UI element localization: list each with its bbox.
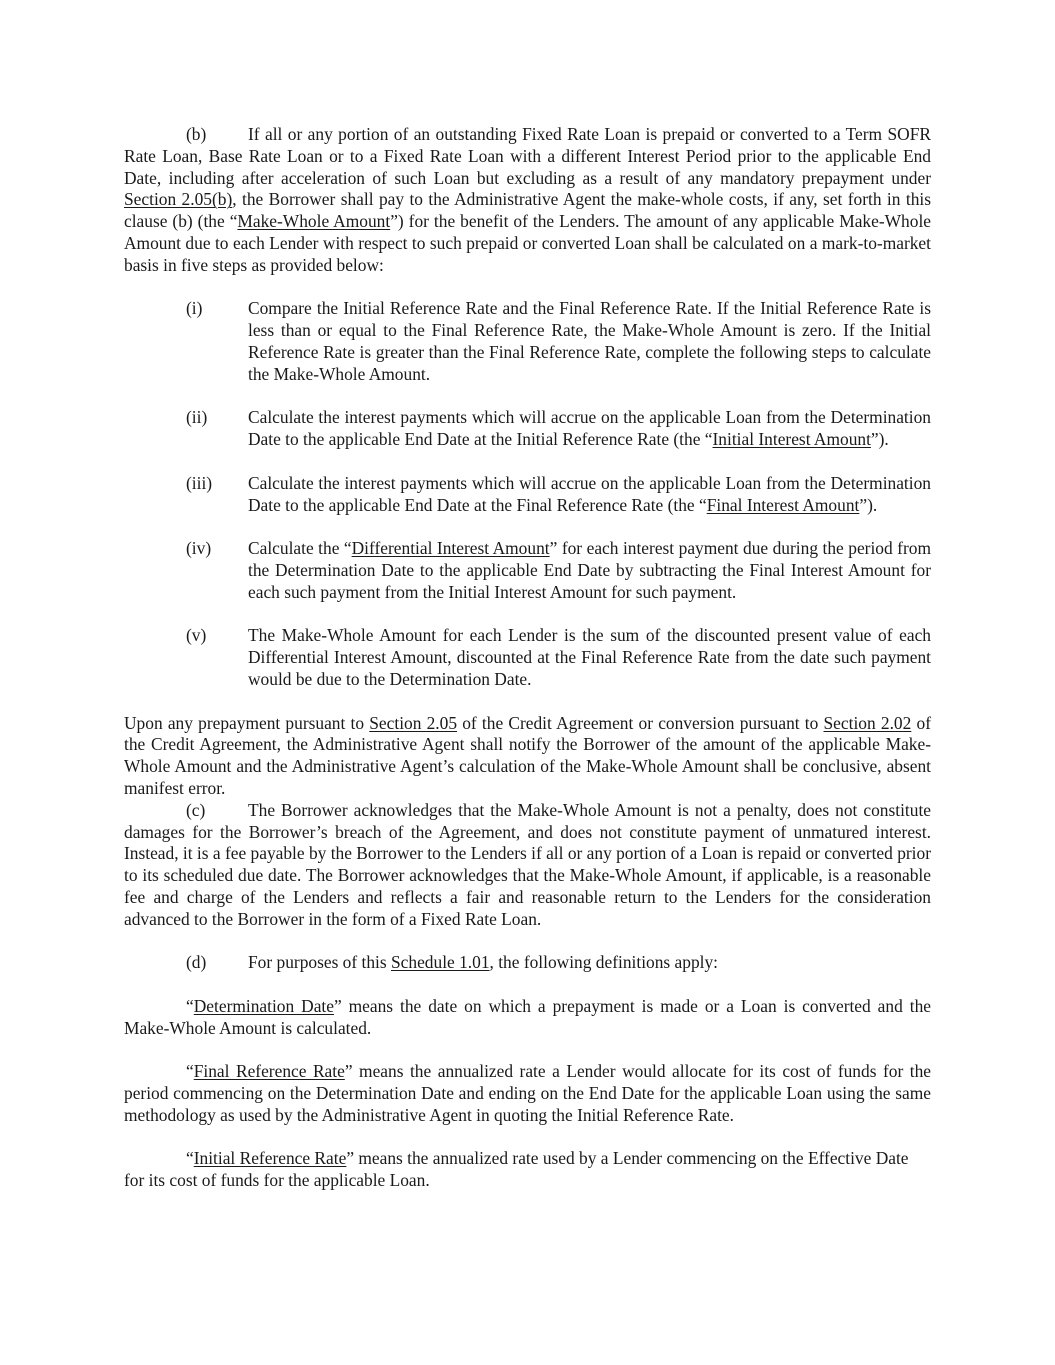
defined-term: Determination Date [193, 995, 334, 1016]
definition-text: ” means the annualized rate used by a Lender commencing on the Effective Date for its cost of funds for the applicable Loan. [124, 1148, 909, 1191]
quote-mark: “ [186, 995, 194, 1016]
step-item [186, 538, 931, 603]
section-reference: Section 2.02 [823, 712, 912, 733]
step-number: (iv) [186, 538, 212, 559]
paragraph-upon [124, 713, 931, 800]
document-page [124, 124, 931, 1192]
section-reference: Section 2.05(b) [124, 189, 233, 210]
step-text [248, 473, 931, 517]
paragraph-text: ”) for the benefit of the Lenders. The amount of any applicable Make-Whole Amount due to each Lender with respect to such prepaid or converted Loan shall be calculated on a mark-to-market basis in five steps as provided below: [124, 211, 931, 275]
defined-term: Initial Interest Amount [712, 429, 871, 450]
paragraph-text: For purposes of this [248, 952, 391, 973]
step-text-part: ” for each interest payment due during the period from the Determination Date to the applicable End Date by subtracting the Final Interest Amount for each such payment from the Initial Interest Amount for such payment. [248, 538, 931, 602]
definition-text: ” means the date on which a prepayment is made or a Loan is converted and the Make-Whole Amount is calculated. [124, 995, 931, 1038]
step-item [186, 298, 931, 385]
paragraph-text: , the Borrower shall pay to the Administrative Agent the make-whole costs, if any, set forth in this clause (b) (the “ [124, 189, 931, 232]
paragraph-text: , the following definitions apply: [489, 952, 718, 973]
paragraph-marker: (d) [186, 952, 207, 973]
definition-text: ” means the annualized rate a Lender would allocate for its cost of funds for the period commencing on the Determination Date and ending on the End Date for the applicable Loan using the same methodology as used by the Administrative Agent in quoting the Initial Reference Rate. [124, 1061, 931, 1125]
step-item [186, 407, 931, 451]
step-text-part: Calculate the “ [248, 538, 352, 559]
quote-mark: “ [186, 1148, 194, 1169]
definition-determination-date [124, 996, 931, 1040]
defined-term: Final Interest Amount [706, 494, 860, 515]
paragraph-text: Upon any prepayment pursuant to [124, 712, 370, 733]
paragraph-b [124, 124, 931, 277]
defined-term: Initial Reference Rate [193, 1148, 347, 1169]
step-number: (ii) [186, 407, 208, 428]
defined-term: Final Reference Rate [193, 1061, 345, 1082]
paragraph-marker: (b) [186, 124, 207, 144]
section-reference: Section 2.05 [369, 712, 458, 733]
paragraph-d [124, 952, 931, 974]
step-text [248, 538, 931, 603]
step-text: The Make-Whole Amount for each Lender is the sum of the discounted present value of each Differential Interest Amount, discounted at the Final Reference Rate from the date such payment would be due to the Determination Date. [248, 625, 931, 689]
schedule-reference: Schedule 1.01 [391, 952, 490, 973]
step-text-part: ”). [870, 429, 889, 450]
defined-term: Make-Whole Amount [237, 211, 391, 232]
paragraph-text: The Borrower acknowledges that the Make-Whole Amount is not a penalty, does not constitute damages for the Borrower’s breach of the Agreement, and does not constitute payment of unmatured interest. Instead, it is a fee payable by the Borrower to the Lenders if all or any portion of a Loan is repaid or converted prior to its scheduled due date. The Borrower acknowledges that the Make-Whole Amount, if applicable, is a reasonable fee and charge of the Lenders and reflects a fair and reasonable return to the Lenders for the consideration advanced to the Borrower in the form of a Fixed Rate Loan. [124, 799, 931, 929]
paragraph-text: of the Credit Agreement, the Administrative Agent shall notify the Borrower of the amount of the applicable Make-Whole Amount and the Administrative Agent’s calculation of the Make-Whole Amount shall be conclusive, absent manifest error. [124, 712, 931, 798]
definition-final-reference-rate [124, 1061, 931, 1126]
step-text: Compare the Initial Reference Rate and the Final Reference Rate. If the Initial Reference Rate is less than or equal to the Final Reference Rate, the Make-Whole Amount is zero. If the Initial Reference Rate is greater than the Final Reference Rate, complete the following steps to calculate the Make-Whole Amount. [248, 298, 931, 384]
step-text [248, 407, 931, 451]
defined-term: Differential Interest Amount [351, 538, 550, 559]
step-text-part: Calculate the interest payments which will accrue on the applicable Loan from the Determination Date to the applicable End Date at the Final Reference Rate (the “ [248, 472, 931, 515]
step-text-part: Calculate the interest payments which will accrue on the applicable Loan from the Determination Date to the applicable End Date at the Initial Reference Rate (the “ [248, 407, 931, 450]
quote-mark: “ [186, 1061, 194, 1082]
step-number: (i) [186, 298, 203, 319]
step-item [186, 625, 931, 690]
paragraph-c [124, 800, 931, 931]
step-text-part: ”). [859, 494, 878, 515]
step-number: (v) [186, 625, 207, 646]
paragraph-text: of the Credit Agreement or conversion pursuant to [457, 712, 824, 733]
step-number: (iii) [186, 472, 213, 493]
step-item [186, 473, 931, 517]
definition-initial-reference-rate [124, 1148, 931, 1192]
paragraph-text: If all or any portion of an outstanding Fixed Rate Loan is prepaid or converted to a Term SOFR Rate Loan, Base Rate Loan or to a Fixed Rate Loan with a different Interest Period prior to the applicable End Date, including after acceleration of such Loan but excluding as a result of any mandatory prepayment under [124, 124, 931, 188]
paragraph-marker: (c) [186, 799, 206, 820]
